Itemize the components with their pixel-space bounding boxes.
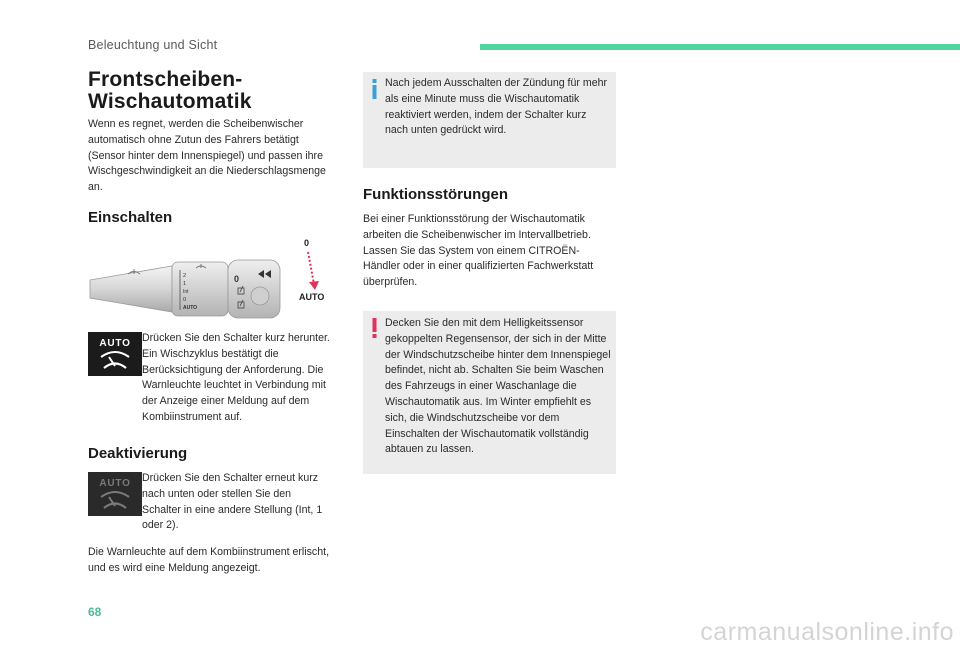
heading-einschalten: Einschalten	[88, 209, 173, 226]
intro-paragraph: Wenn es regnet, werden die Scheibenwischer automatisch ohne Zutun des Fahrers betätigt (Sensor hinter dem Innenspiegel) und passen ihre Wischgeschwindigkeit an die Niederschlagsmenge an.	[88, 118, 326, 194]
section-header: Beleuchtung und Sicht	[88, 38, 218, 52]
end-cap-knob	[251, 287, 269, 305]
wiper-glyph-icon	[98, 349, 132, 371]
callout-label-auto: AUTO	[299, 292, 325, 302]
page-title	[88, 69, 252, 113]
deaktivierung-outro: Die Warnleuchte auf dem Kombiinstrument erlischt, und es wird eine Meldung angezeigt.	[88, 546, 330, 574]
info-note-box	[363, 72, 616, 168]
info-note-text: Nach jedem Ausschalten der Zündung für mehr als eine Minute muss die Wischautomatik reaktiviert werden, indem der Schalter kurz nach unten gedrückt wird.	[385, 77, 608, 137]
speed-label-0: 0	[183, 297, 187, 303]
warning-icon	[370, 318, 379, 338]
heading-deaktivierung: Deaktivierung	[88, 445, 188, 462]
heading-funktionsstoerungen: Funktionsstörungen	[363, 186, 508, 203]
callout-label-0: 0	[304, 238, 310, 248]
warning-note-text: Decken Sie den mit dem Helligkeitssensor gekoppelten Regensensor, der sich in der Mitte der Windschutzscheibe hinter dem Innenspiegel befindet, nicht ab. Schalten Sie beim Waschen des Fahrzeugs in einer Waschanlage die Wischautomatik aus. Im Winter empfiehlt es sich, die Windschutzscheibe vor dem Einschalten der Wischautomatik vollständig abtauen zu lassen.	[385, 317, 611, 456]
auto-wiper-off-icon	[88, 472, 142, 516]
watermark: carmanualsonline.info	[700, 618, 954, 646]
deaktivierung-text: Drücken Sie den Schalter erneut kurz nach unten oder stellen Sie den Schalter in eine andere Stellung (Int, 1 oder 2).	[142, 472, 323, 532]
page-number: 68	[88, 605, 102, 619]
warning-note-box	[363, 311, 616, 474]
speed-label-2: 2	[183, 273, 187, 279]
speed-label-int: Int	[183, 289, 189, 295]
funktionsstoerungen-text: Bei einer Funktionsstörung der Wischautomatik arbeiten die Scheibenwischer im Intervallbetrieb. Lassen Sie das System von einem CITROËN-Händler oder in einer qualifizierten Fachwerkstatt überprüfen.	[363, 213, 594, 289]
info-icon	[370, 79, 379, 99]
auto-icon-off-label: AUTO	[99, 477, 131, 489]
auto-icon-label: AUTO	[99, 337, 131, 349]
page-title-line1: Frontscheiben-	[88, 68, 243, 91]
header-accent-bar	[480, 44, 960, 50]
einschalten-text: Drücken Sie den Schalter kurz herunter. Ein Wischzyklus bestätigt die Berücksichtigung der Anforderung. Die Warnleuchte leuchtet in Verbindung mit der Anzeige einer Meldung auf dem Kombiinstrument auf.	[142, 332, 330, 423]
end-cap-label-0: 0	[234, 274, 240, 284]
stalk-shaft	[90, 266, 172, 312]
callout-arrowhead	[309, 281, 319, 290]
speed-label-auto: AUTO	[183, 305, 198, 311]
wiper-stalk-illustration	[88, 236, 334, 324]
auto-wiper-warning-icon	[88, 332, 142, 376]
speed-label-1: 1	[183, 281, 187, 287]
page-title-line2: Wischautomatik	[88, 90, 252, 113]
wiper-glyph-off-icon	[98, 489, 132, 511]
callout-arrow	[308, 252, 314, 284]
